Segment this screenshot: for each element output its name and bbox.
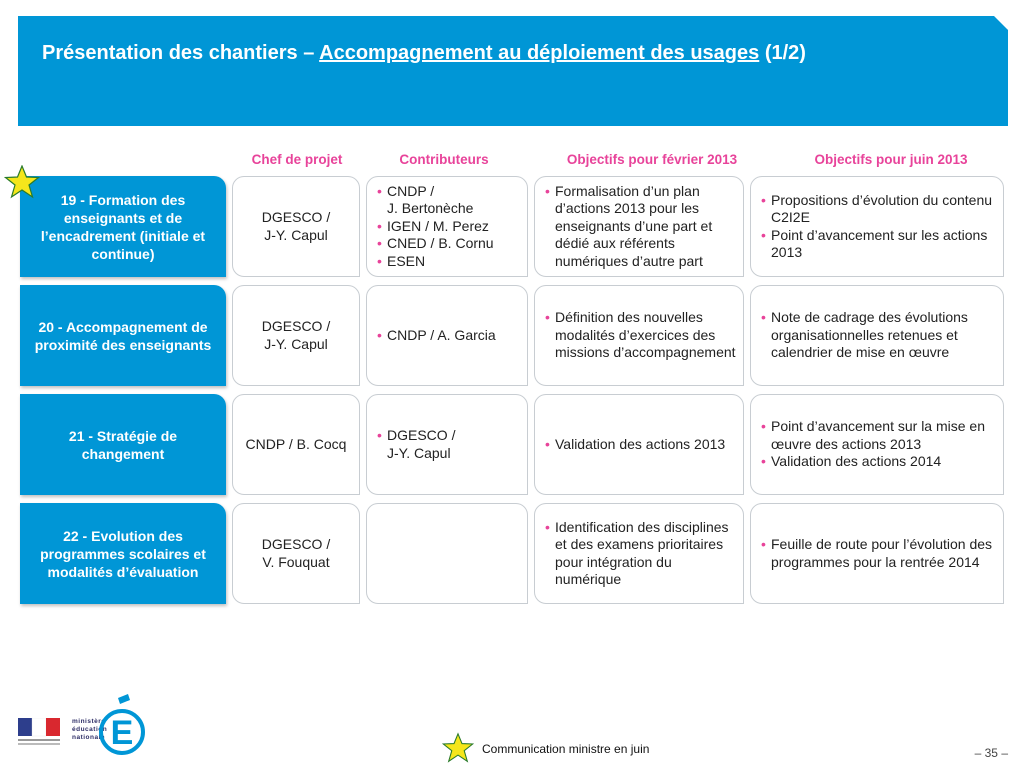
obj-juin-cell-19 [750,176,1004,277]
list-item: • IGEN / M. Perez [377,218,494,236]
row-label-22: 22 - Evolution des programmes scolaires et modalités d’évaluation [20,503,226,604]
list-item: • Formalisation d’un plan d’actions 2013 pour les enseignants d’une part et dédié aux référents numériques d’autre part [545,183,737,271]
svg-text:E: E [110,714,134,752]
column-header-objectifs-juin: Objectifs pour juin 2013 [814,152,968,167]
chef-name: J-Y. Capul [264,226,328,243]
row-label-21: 21 - Stratégie de changement [20,394,226,495]
header-banner [18,16,1008,126]
obj-fev-cell-22 [534,503,744,604]
column-header-contributeurs: Contributeurs [399,152,489,167]
column-header-objectifs-fevrier: Objectifs pour février 2013 [566,152,738,167]
chef-name: DGESCO / [261,209,331,225]
contrib-cell-19 [366,176,528,277]
list-item: • Feuille de route pour l’évolution des programmes pour la rentrée 2014 [761,536,997,571]
list-item: • Note de cadrage des évolutions organisationnelles retenues et calendrier de mise en œuvre [761,309,997,362]
ministry-logo-text: ministère éducation nationale [72,718,108,741]
education-nationale-logo [98,694,146,758]
list-item: J. Bertonèche [387,200,474,217]
chef-cell-21 [232,394,360,495]
list-item: • Propositions d’évolution du contenu C2I2E [761,192,997,227]
republique-francaise-logo [18,718,62,748]
list-item: • CNDP / [377,183,494,201]
chef-name: J-Y. Capul [264,335,328,352]
list-item: • Validation des actions 2014 [761,453,997,471]
list-item: • Définition des nouvelles modalités d’exercices des missions d’accompagnement [545,309,737,362]
list-item: • CNDP / A. Garcia [377,327,496,345]
page-number: – 35 – [974,746,1008,760]
list-item: • DGESCO / [377,427,455,445]
list-item: • ESEN [377,253,494,271]
chef-name: DGESCO / [261,536,331,552]
list-item: J-Y. Capul [387,444,451,461]
obj-juin-cell-20 [750,285,1004,386]
contrib-cell-21 [366,394,528,495]
chef-cell-19 [232,176,360,277]
contrib-cell-20 [366,285,528,386]
list-item: • Validation des actions 2013 [545,436,725,454]
page-title: Présentation des chantiers – Accompagnement au déploiement des usages (1/2) [42,42,806,64]
obj-juin-cell-21 [750,394,1004,495]
list-item: • Point d’avancement sur la mise en œuvre des actions 2013 [761,418,997,453]
star-icon [442,732,474,764]
list-item: • Identification des disciplines et des examens prioritaires pour intégration du numérique [545,519,737,589]
chef-name: DGESCO / [261,318,331,334]
contrib-cell-22 [366,503,528,604]
row-label-20: 20 - Accompagnement de proximité des enseignants [20,285,226,386]
chef-cell-22 [232,503,360,604]
obj-fev-cell-19 [534,176,744,277]
obj-fev-cell-21 [534,394,744,495]
legend-note: Communication ministre en juin [482,742,650,756]
chef-cell-20 [232,285,360,386]
chef-name: V. Fouquat [262,553,330,570]
column-header-chef: Chef de projet [251,152,343,167]
star-icon [4,165,40,199]
obj-juin-cell-22 [750,503,1004,604]
row-label-19: 19 - Formation des enseignants et de l’encadrement (initiale et continue) [20,176,226,277]
obj-fev-cell-20 [534,285,744,386]
list-item: • Point d’avancement sur les actions 2013 [761,227,997,262]
list-item: • CNED / B. Cornu [377,235,494,253]
chef-name: CNDP / B. Cocq [245,435,347,452]
